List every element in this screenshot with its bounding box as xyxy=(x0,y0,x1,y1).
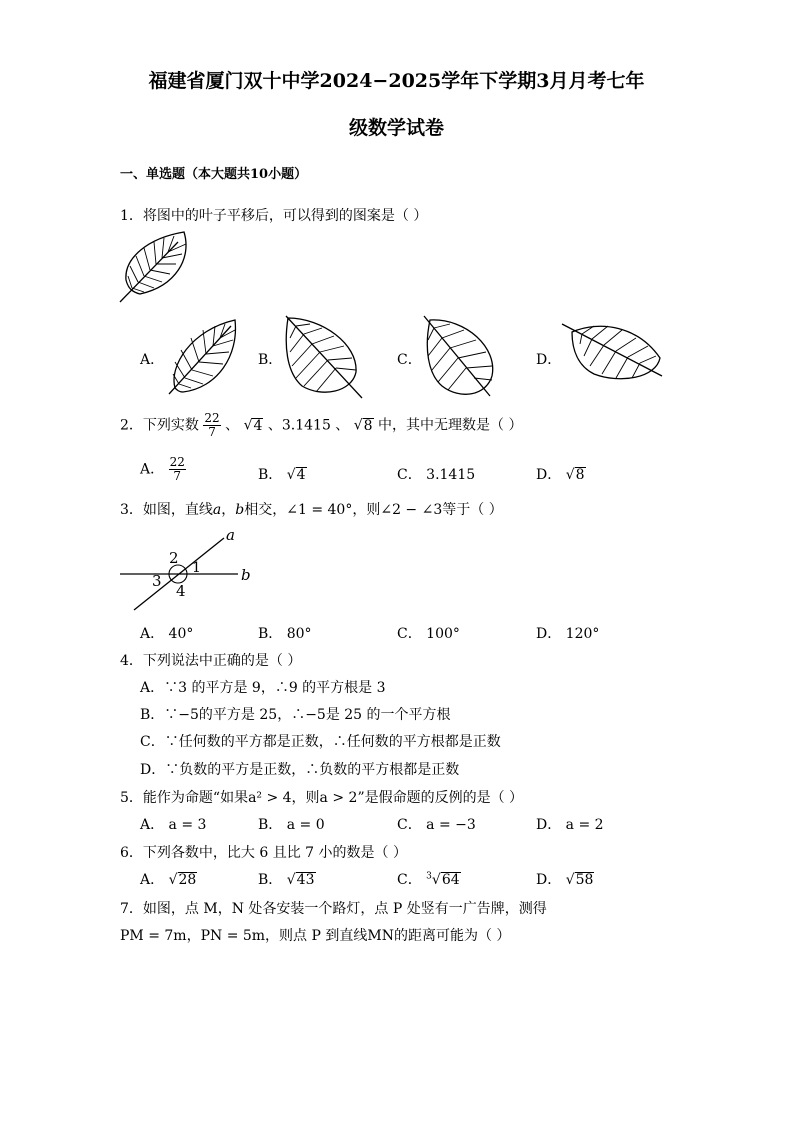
q6-option-b-label: B． xyxy=(258,872,283,888)
radical-icon: √ xyxy=(286,467,296,483)
q6-option-c-radicand: 64 xyxy=(441,872,460,888)
q3-figure xyxy=(118,526,258,616)
section-header: 一、单选题（本大题共10小题） xyxy=(120,167,308,182)
q1-option-b-leaf xyxy=(282,314,364,400)
q4-option-b[interactable]: B．∵−5的平方是 25，∴−5是 25 的一个平方根 xyxy=(140,707,451,723)
q1-option-d[interactable]: D． xyxy=(536,352,562,368)
q2-opt-frac-den: 7 xyxy=(173,469,182,483)
q3-option-a[interactable]: A． 40° xyxy=(140,626,194,642)
q7-stem-line2: PM = 7m，PN = 5m，则点 P 到直线MN的距离可能为（ ） xyxy=(120,928,511,944)
q6-option-d-label: D． xyxy=(536,872,562,888)
q6-option-b[interactable] xyxy=(258,869,316,889)
q1-option-c[interactable]: C． xyxy=(397,352,422,368)
q6-option-c[interactable] xyxy=(397,869,461,889)
q2-option-a[interactable] xyxy=(140,456,186,483)
radical-icon: √ xyxy=(565,467,575,483)
q2-option-a-label: A． xyxy=(140,461,165,478)
q2-radicand-2: 8 xyxy=(363,417,373,434)
q1-reference-leaf xyxy=(118,228,198,308)
q2-option-d-radicand: 8 xyxy=(575,467,585,483)
q1-stem: 1．将图中的叶子平移后，可以得到的图案是（ ） xyxy=(120,208,428,224)
radical-icon: √ xyxy=(353,417,363,434)
q3-fig-angle-3: 3 xyxy=(152,572,162,590)
q3-fig-angle-4: 4 xyxy=(176,582,186,600)
q5-option-b[interactable]: B． a = 0 xyxy=(258,817,325,833)
q2-fraction xyxy=(203,412,220,439)
q3-option-d[interactable]: D． 120° xyxy=(536,626,600,642)
q3-option-c[interactable]: C． 100° xyxy=(397,626,460,642)
q6-option-a-label: A． xyxy=(140,872,165,888)
q3-fig-label-b: b xyxy=(241,566,251,584)
q2-sep1: 、 xyxy=(225,417,240,434)
q2-opt-frac-num: 22 xyxy=(169,455,185,469)
q6-option-a-radicand: 28 xyxy=(178,872,197,888)
radical-icon: √ xyxy=(431,872,441,888)
q1-option-a-leaf xyxy=(165,316,240,396)
exam-title-line1: 福建省厦门双十中学2024−2025学年下学期3月月考七年 xyxy=(148,70,645,92)
q1-option-c-leaf xyxy=(420,314,500,400)
q6-stem: 6．下列各数中，比大 6 且比 7 小的数是（ ） xyxy=(120,845,407,861)
q3-fig-angle-2: 2 xyxy=(169,549,179,567)
radical-icon: √ xyxy=(168,872,178,888)
q2-option-d[interactable] xyxy=(536,464,586,484)
q3-option-b[interactable]: B． 80° xyxy=(258,626,312,642)
q2-frac-den: 7 xyxy=(208,425,216,439)
q3-stem xyxy=(120,499,503,519)
radical-icon: √ xyxy=(286,872,296,888)
q3-stem-mid: 相交，∠1 = 40°，则∠2 − ∠3等于（ ） xyxy=(244,502,503,518)
q3-sep: ， xyxy=(221,502,236,518)
q6-option-d[interactable] xyxy=(536,869,594,889)
q6-option-a[interactable] xyxy=(140,869,197,889)
q2-option-b[interactable] xyxy=(258,464,307,484)
q2-radicand-1: 4 xyxy=(253,417,263,434)
q1-option-b[interactable]: B． xyxy=(258,352,283,368)
exam-title-line2: 级数学试卷 xyxy=(348,117,444,139)
q4-option-c[interactable]: C．∵任何数的平方都是正数，∴任何数的平方根都是正数 xyxy=(140,734,501,750)
q1-option-d-leaf xyxy=(560,322,664,384)
radical-icon: √ xyxy=(565,872,575,888)
q2-option-d-label: D． xyxy=(536,467,562,483)
q2-option-a-fraction xyxy=(169,456,186,483)
q5-option-a[interactable]: A． a = 3 xyxy=(140,817,207,833)
q6-option-c-label: C． xyxy=(397,872,422,888)
q6-option-b-radicand: 43 xyxy=(296,872,315,888)
q2-frac-num: 22 xyxy=(204,411,220,425)
q3-var-b: b xyxy=(235,502,245,518)
q3-fig-label-a: a xyxy=(226,526,235,544)
q2-option-b-label: B． xyxy=(258,467,283,483)
q3-var-a: a xyxy=(212,502,222,518)
q2-option-b-radicand: 4 xyxy=(296,467,306,483)
q3-fig-angle-1: 1 xyxy=(192,560,201,576)
q5-option-c[interactable]: C． a = −3 xyxy=(397,817,476,833)
q6-option-c-index: 3 xyxy=(426,871,432,882)
q1-option-a[interactable]: A． xyxy=(140,352,165,368)
q5-stem: 5．能作为命题“如果a² > 4，则a > 2”是假命题的反例的是（ ） xyxy=(120,790,524,806)
q2-stem-post: 中，其中无理数是（ ） xyxy=(378,417,523,434)
q7-stem-line1: 7．如图，点 M，N 处各安装一个路灯，点 P 处竖有一广告牌，测得 xyxy=(120,901,547,917)
q4-option-a[interactable]: A．∵3 的平方是 9，∴9 的平方根是 3 xyxy=(140,680,386,696)
q4-option-d[interactable]: D．∵负数的平方是正数，∴负数的平方根都是正数 xyxy=(140,762,460,778)
radical-icon: √ xyxy=(243,417,253,434)
q2-option-c[interactable]: C． 3.1415 xyxy=(397,467,476,483)
q4-stem: 4．下列说法中正确的是（ ） xyxy=(120,653,302,669)
q6-option-d-radicand: 58 xyxy=(575,872,594,888)
q5-option-d[interactable]: D． a = 2 xyxy=(536,817,604,833)
q2-stem xyxy=(120,412,523,439)
q2-stem-pre: 2．下列实数 xyxy=(120,417,199,434)
q2-sep2: 、3.1415 、 xyxy=(267,417,350,434)
q3-stem-pre: 3．如图，直线 xyxy=(120,502,213,518)
